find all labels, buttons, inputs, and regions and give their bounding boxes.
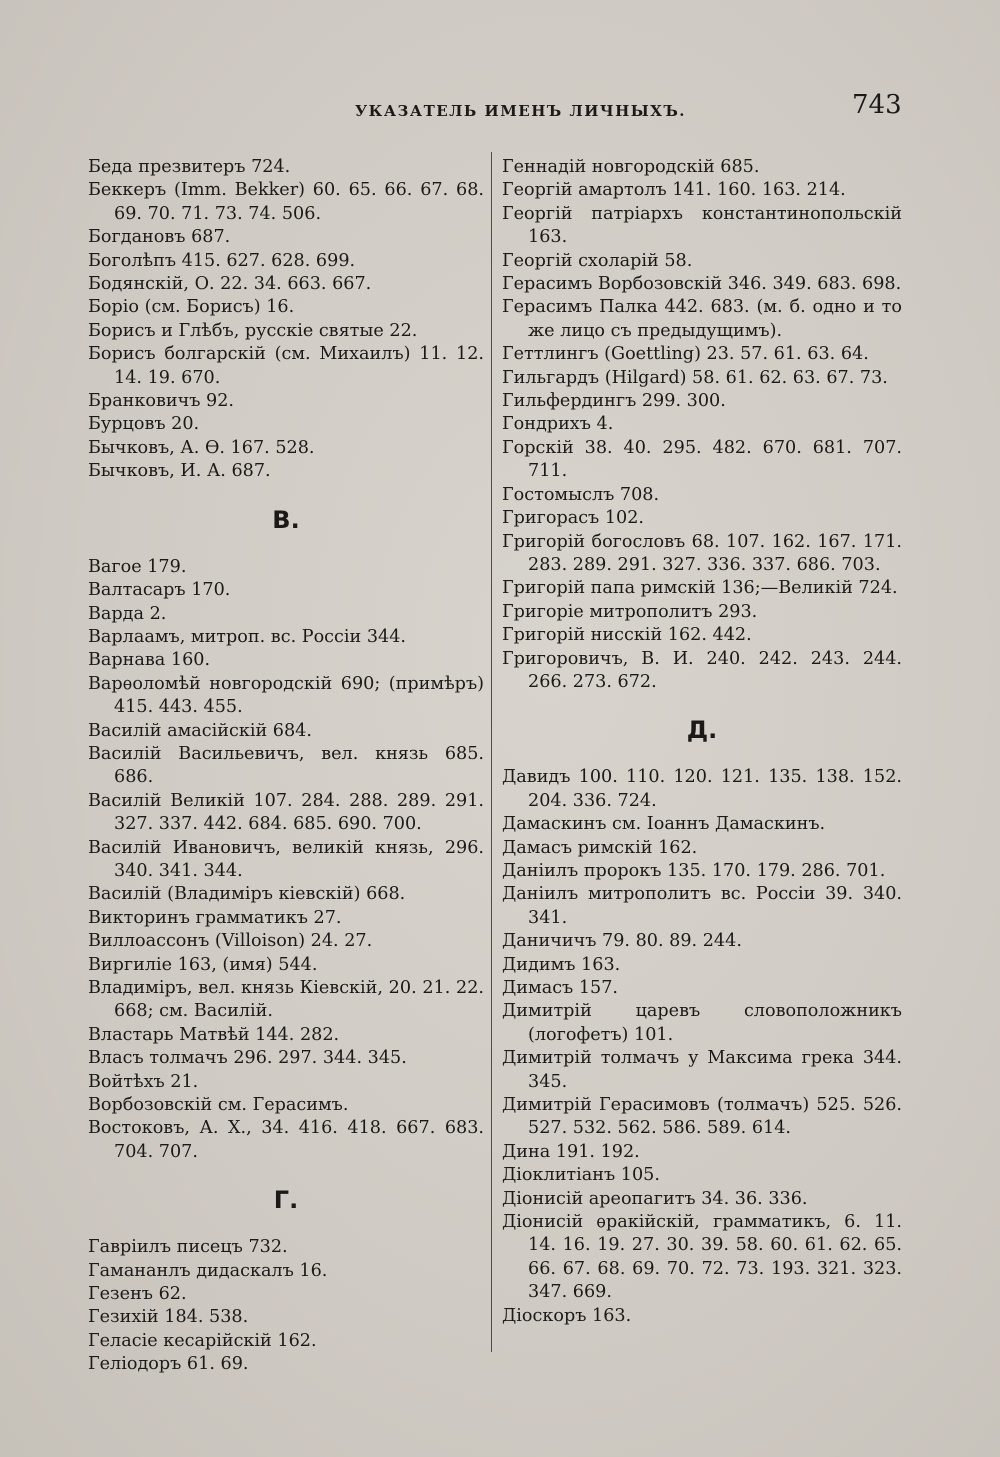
index-entry: Борисъ и Глѣбъ, русскіе святые 22.	[88, 320, 418, 341]
letter-heading: Д.	[686, 716, 718, 745]
index-entry: Беккеръ (Imm. Bekker) 60. 65. 66. 67. 68. 69. 70. 71. 73. 74. 506.	[88, 180, 484, 224]
index-entry: Василій Ивановичъ, великій князь, 296. 340. 341. 344.	[88, 837, 484, 881]
index-entry: Богдановъ 687.	[88, 227, 231, 248]
index-entry: Василій амасійскій 684.	[88, 720, 312, 741]
index-entry: Даніилъ пророкъ 135. 170. 179. 286. 701.	[502, 860, 886, 881]
index-entry: Бычковъ, А. Ѳ. 167. 528.	[88, 437, 315, 458]
index-entry: Варда 2.	[88, 603, 167, 624]
index-entry: Гильфердингъ 299. 300.	[502, 391, 726, 412]
index-entry: Варлаамъ, митроп. вс. Россіи 344.	[88, 626, 407, 647]
index-entry: Боголѣпъ 415. 627. 628. 699.	[88, 250, 356, 271]
index-entry: Василій (Владиміръ кіевскій) 668.	[88, 884, 406, 905]
index-entry: Гостомыслъ 708.	[502, 484, 660, 505]
index-entry: Вагое 179.	[88, 556, 187, 577]
letter-heading: В.	[272, 505, 300, 534]
index-entry: Гезенъ 62.	[88, 1284, 187, 1305]
index-entry: Діоклитіанъ 105.	[502, 1165, 660, 1186]
index-entry: Дамасъ римскій 162.	[502, 837, 698, 858]
index-entry: Дина 191. 192.	[502, 1141, 640, 1162]
index-entry: Діонисій ѳракійскій, грамматикъ, 6. 11. 14. 16. 19. 27. 30. 39. 58. 60. 61. 62. 65. 66. 67. 68. 69. 70. 72. 73. 193. 321. 323. 347. 669.	[502, 1212, 902, 1303]
index-entry: Георгій схоларій 58.	[502, 250, 693, 271]
letter-heading: Г.	[273, 1186, 299, 1215]
index-entry: Григорій папа римскій 136;—Великій 724.	[502, 578, 898, 599]
index-entry: Даничичъ 79. 80. 89. 244.	[502, 931, 742, 952]
index-entry: Горскій 38. 40. 295. 482. 670. 681. 707. 711.	[502, 437, 902, 482]
running-head-title: УКАЗАТЕЛЬ ИМЕНЪ ЛИЧНЫХЪ.	[355, 102, 687, 120]
index-entry: Василій Великій 107. 284. 288. 289. 291. 327. 337. 442. 684. 685. 690. 700.	[88, 790, 484, 835]
index-entry: Герасимъ Палка 442. 683. (м. б. одно и то же лицо съ предыдущимъ).	[502, 297, 902, 341]
index-entry: Беда презвитеръ 724.	[88, 157, 291, 177]
index-entry: Войтѣхъ 21.	[88, 1071, 199, 1092]
index-entry: Гондрихъ 4.	[502, 414, 614, 435]
index-entry: Владиміръ, вел. князь Кіевскій, 20. 21. 22. 668; см. Василій.	[88, 978, 484, 1022]
index-entry: Георгій патріархъ константинопольскій 163.	[502, 203, 902, 248]
index-entry: Василій Васильевичъ, вел. князь 685. 686.	[88, 743, 484, 788]
page-number: 743	[852, 90, 902, 120]
index-entry: Геннадій новгородскій 685.	[502, 157, 760, 177]
index-entry: Димитрій Герасимовъ (толмачъ) 525. 526. 527. 532. 562. 586. 589. 614.	[502, 1095, 902, 1139]
index-column-right	[502, 156, 902, 1328]
index-entry: Дамаскинъ см. Іоаннъ Дамаскинъ.	[502, 814, 826, 835]
index-entry: Діоскоръ 163.	[502, 1305, 632, 1326]
index-entry: Герасимъ Ворбозовскій 346. 349. 683. 698.	[502, 274, 902, 295]
index-entry: Даніилъ митрополитъ вс. Россіи 39. 340. 341.	[502, 884, 902, 928]
index-entry: Димитрій царевъ словоположникъ (логофетъ) 101.	[502, 1001, 902, 1045]
column-divider	[491, 152, 492, 1352]
index-entry: Геласіе кесарійскій 162.	[88, 1330, 317, 1351]
index-entry: Григорасъ 102.	[502, 508, 645, 529]
index-entry: Валтасаръ 170.	[88, 580, 231, 601]
index-entry: Варѳоломѣй новгородскій 690; (примѣръ) 415. 443. 455.	[88, 673, 484, 718]
index-entry: Востоковъ, А. Х., 34. 416. 418. 667. 683. 704. 707.	[88, 1118, 484, 1162]
index-entry: Гезихій 184. 538.	[88, 1307, 249, 1328]
index-entry: Гавріилъ писецъ 732.	[88, 1237, 288, 1258]
index-entry: Гамананлъ дидаскалъ 16.	[88, 1260, 328, 1281]
index-entry: Бурцовъ 20.	[88, 414, 200, 435]
index-entry: Виллоассонъ (Villoison) 24. 27.	[88, 931, 373, 952]
index-column-left	[88, 156, 484, 1377]
index-entry: Варнава 160.	[88, 650, 211, 671]
index-entry: Геттлингъ (Goettling) 23. 57. 61. 63. 64.	[502, 344, 869, 365]
index-entry: Бранковичъ 92.	[88, 391, 235, 412]
index-entry: Діонисій ареопагитъ 34. 36. 336.	[502, 1188, 808, 1209]
index-entry: Григоровичъ, В. И. 240. 242. 243. 244. 266. 273. 672.	[502, 648, 902, 692]
index-entry: Властарь Матвѣй 144. 282.	[88, 1024, 340, 1045]
index-entry: Димитрій толмачъ у Максима грека 344. 345.	[502, 1048, 902, 1092]
index-entry: Бодянскій, О. 22. 34. 663. 667.	[88, 274, 372, 295]
index-entry: Димасъ 157.	[502, 978, 619, 998]
index-entry: Виргиліе 163, (имя) 544.	[88, 954, 318, 975]
index-entry: Ворбозовскій см. Герасимъ.	[88, 1095, 349, 1116]
index-entry: Григорій нисскій 162. 442.	[502, 625, 752, 646]
index-entry: Гильгардъ (Hilgard) 58. 61. 62. 63. 67. 73.	[502, 367, 888, 388]
index-entry: Дидимъ 163.	[502, 954, 621, 975]
index-entry: Григоріе митрополитъ 293.	[502, 601, 758, 622]
index-entry: Борисъ болгарскій (см. Михаилъ) 11. 12. 14. 19. 670.	[88, 344, 484, 388]
index-entry: Власъ толмачъ 296. 297. 344. 345.	[88, 1048, 407, 1069]
index-entry: Боріо (см. Борисъ) 16.	[88, 297, 295, 318]
index-entry: Давидъ 100. 110. 120. 121. 135. 138. 152. 204. 336. 724.	[502, 767, 902, 811]
index-entry: Викторинъ грамматикъ 27.	[88, 907, 342, 928]
index-entry: Бычковъ, И. А. 687.	[88, 461, 271, 482]
index-entry: Георгій амартолъ 141. 160. 163. 214.	[502, 180, 846, 201]
index-entry: Геліодоръ 61. 69.	[88, 1354, 249, 1375]
index-entry: Григорій богословъ 68. 107. 162. 167. 171. 283. 289. 291. 327. 336. 337. 686. 703.	[502, 531, 902, 575]
